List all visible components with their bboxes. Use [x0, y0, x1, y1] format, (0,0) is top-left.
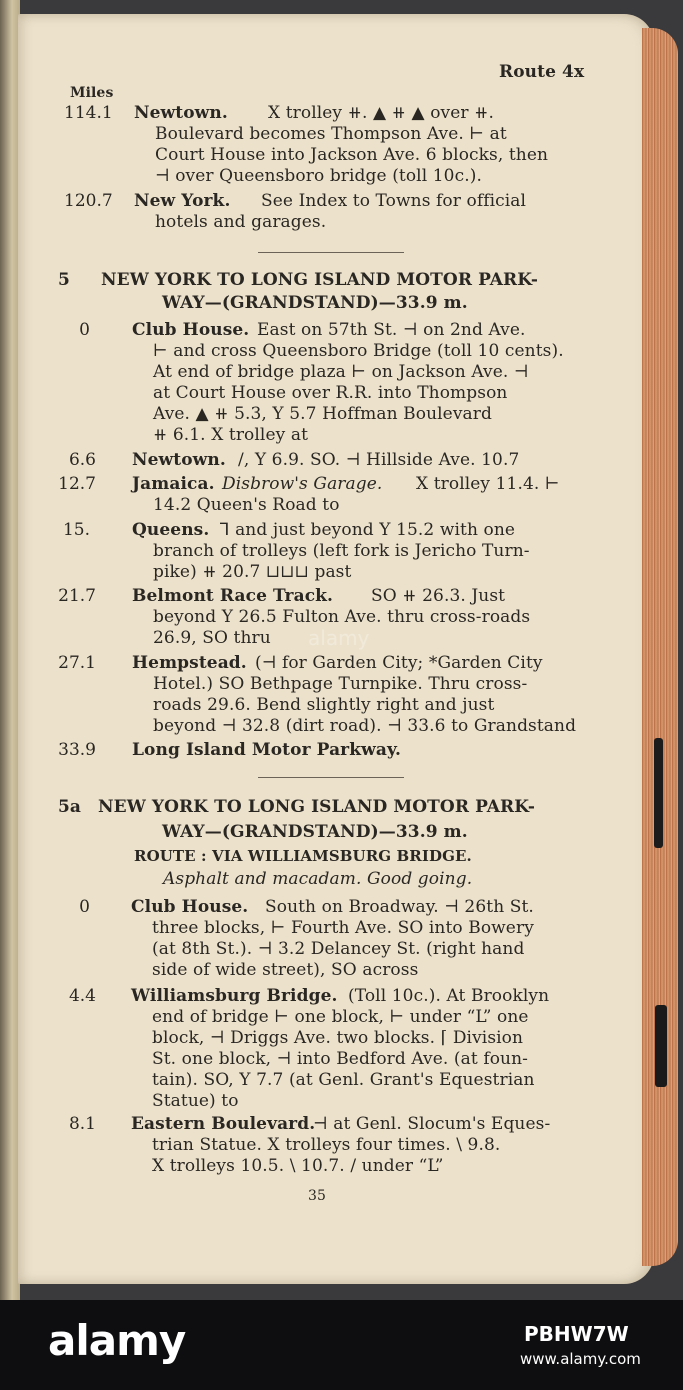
place-name: Hempstead. [132, 653, 247, 673]
alamy-logo: alamy [48, 1316, 186, 1365]
section-divider [258, 252, 404, 253]
direction-text: ⊢ and cross Queensboro Bridge (toll 10 cents). [153, 341, 564, 361]
direction-text: St. one block, ⊣ into Bedford Ave. (at foun- [152, 1049, 529, 1069]
image-code: PBHW7W [524, 1322, 629, 1346]
direction-text: roads 29.6. Bend slightly right and just [153, 695, 495, 715]
direction-text: pike) ⧺ 20.7 ⊔⊔⊔ past [153, 562, 352, 582]
direction-text: /, Y 6.9. SO. ⊣ Hillside Ave. 10.7 [238, 450, 520, 470]
mileage: 120.7 [64, 191, 113, 211]
garage-name: Disbrow's Garage. [222, 474, 383, 494]
place-name: Belmont Race Track. [132, 586, 334, 606]
direction-text: end of bridge ⊢ one block, ⊢ under “L” one [152, 1007, 529, 1027]
direction-text: tain). SO, Y 7.7 (at Genl. Grant's Equestrian [152, 1070, 535, 1090]
direction-text: X trolley ⧺. ▲ ⧺ ▲ over ⧺. [268, 103, 494, 123]
mileage: 0 [79, 320, 90, 340]
mileage: 6.6 [68, 450, 96, 470]
direction-text: ⊣ over Queensboro bridge (toll 10c.). [155, 166, 482, 186]
direction-text: See Index to Towns for official [261, 191, 527, 211]
direction-text: (at 8th St.). ⊣ 3.2 Delancey St. (right hand [152, 939, 525, 959]
mileage: 21.7 [58, 586, 96, 606]
watermark-overlay: alamy [308, 626, 370, 650]
section-number: 5a [58, 797, 82, 817]
direction-text: block, ⊣ Driggs Ave. two blocks. ⌈ Division [152, 1028, 524, 1048]
section-divider [258, 777, 404, 778]
mileage: 0 [79, 897, 90, 917]
direction-text: At end of bridge plaza ⊢ on Jackson Ave. ⊣ [153, 362, 529, 382]
direction-text: beyond Y 26.5 Fulton Ave. thru cross-roads [153, 607, 531, 627]
mileage: 33.9 [58, 740, 96, 760]
direction-text: South on Broadway. ⊣ 26th St. [265, 897, 534, 917]
direction-text: side of wide street), SO across [152, 960, 419, 980]
direction-text: ⊣ at Genl. Slocum's Eques- [313, 1114, 551, 1134]
direction-text: (Toll 10c.). At Brooklyn [348, 986, 550, 1006]
place-name: Long Island Motor Parkway. [132, 740, 402, 760]
place-name: Newtown. [132, 450, 226, 470]
direction-text: Court House into Jackson Ave. 6 blocks, then [155, 145, 549, 165]
thumb-index-tab [655, 1005, 667, 1087]
place-name: New York. [134, 191, 231, 211]
direction-text: Hotel.) SO Bethpage Turnpike. Thru cross- [153, 674, 528, 694]
section-title: WAY—(GRANDSTAND)—33.9 m. [162, 822, 468, 842]
direction-text: SO ⧺ 26.3. Just [371, 586, 506, 606]
direction-text: branch of trolleys (left fork is Jericho Turn- [153, 541, 530, 561]
place-name: Williamsburg Bridge. [131, 986, 338, 1006]
mileage: 12.7 [58, 474, 96, 494]
section-title: WAY—(GRANDSTAND)—33.9 m. [162, 293, 468, 313]
direction-text: ⧺ 6.1. X trolley at [153, 425, 308, 445]
direction-text: beyond ⊣ 32.8 (dirt road). ⊣ 33.6 to Grandstand [153, 716, 577, 736]
site-url: www.alamy.com [520, 1350, 641, 1368]
route-header: Route 4x [499, 62, 585, 82]
direction-text: at Court House over R.R. into Thompson [153, 383, 508, 403]
direction-text: Boulevard becomes Thompson Ave. ⊢ at [155, 124, 507, 144]
mileage: 114.1 [64, 103, 113, 123]
mileage: 27.1 [58, 653, 96, 673]
place-name: Newtown. [134, 103, 228, 123]
direction-text: three blocks, ⊢ Fourth Ave. SO into Bowery [152, 918, 534, 938]
direction-text: 26.9, SO thru [153, 628, 271, 648]
place-name: Eastern Boulevard. [131, 1114, 316, 1134]
direction-text: Ave. ▲ ⧺ 5.3, Y 5.7 Hoffman Boulevard [153, 404, 492, 424]
miles-column-label: Miles [70, 85, 114, 101]
mileage: 15. [62, 520, 90, 540]
direction-text: Statue) to [152, 1091, 239, 1111]
direction-text: (⊣ for Garden City; *Garden City [255, 653, 543, 673]
direction-text: ⅂ and just beyond Y 15.2 with one [220, 520, 516, 540]
road-surface: Asphalt and macadam. Good going. [163, 869, 473, 889]
direction-text: 14.2 Queen's Road to [153, 495, 340, 515]
place-name: Club House. [132, 320, 250, 340]
book-spine [0, 0, 20, 1300]
place-name: Club House. [131, 897, 249, 917]
thumb-index-tab [654, 738, 663, 848]
direction-text: X trolleys 10.5. \ 10.7. / under “L” [152, 1156, 444, 1176]
section-title: NEW YORK TO LONG ISLAND MOTOR PARK- [98, 797, 536, 817]
direction-text: X trolley 11.4. ⊢ [416, 474, 560, 494]
direction-text: trian Statue. X trolleys four times. \ 9.8. [152, 1135, 501, 1155]
direction-text: East on 57th St. ⊣ on 2nd Ave. [257, 320, 526, 340]
direction-text: hotels and garages. [155, 212, 327, 232]
place-name: Queens. [132, 520, 210, 540]
place-name: Jamaica. [132, 474, 215, 494]
route-line: ROUTE : VIA WILLIAMSBURG BRIDGE. [134, 847, 472, 865]
page-number: 35 [308, 1188, 327, 1204]
mileage: 4.4 [68, 986, 96, 1006]
section-number: 5 [58, 270, 70, 290]
mileage: 8.1 [68, 1114, 96, 1134]
section-title: NEW YORK TO LONG ISLAND MOTOR PARK- [101, 270, 539, 290]
